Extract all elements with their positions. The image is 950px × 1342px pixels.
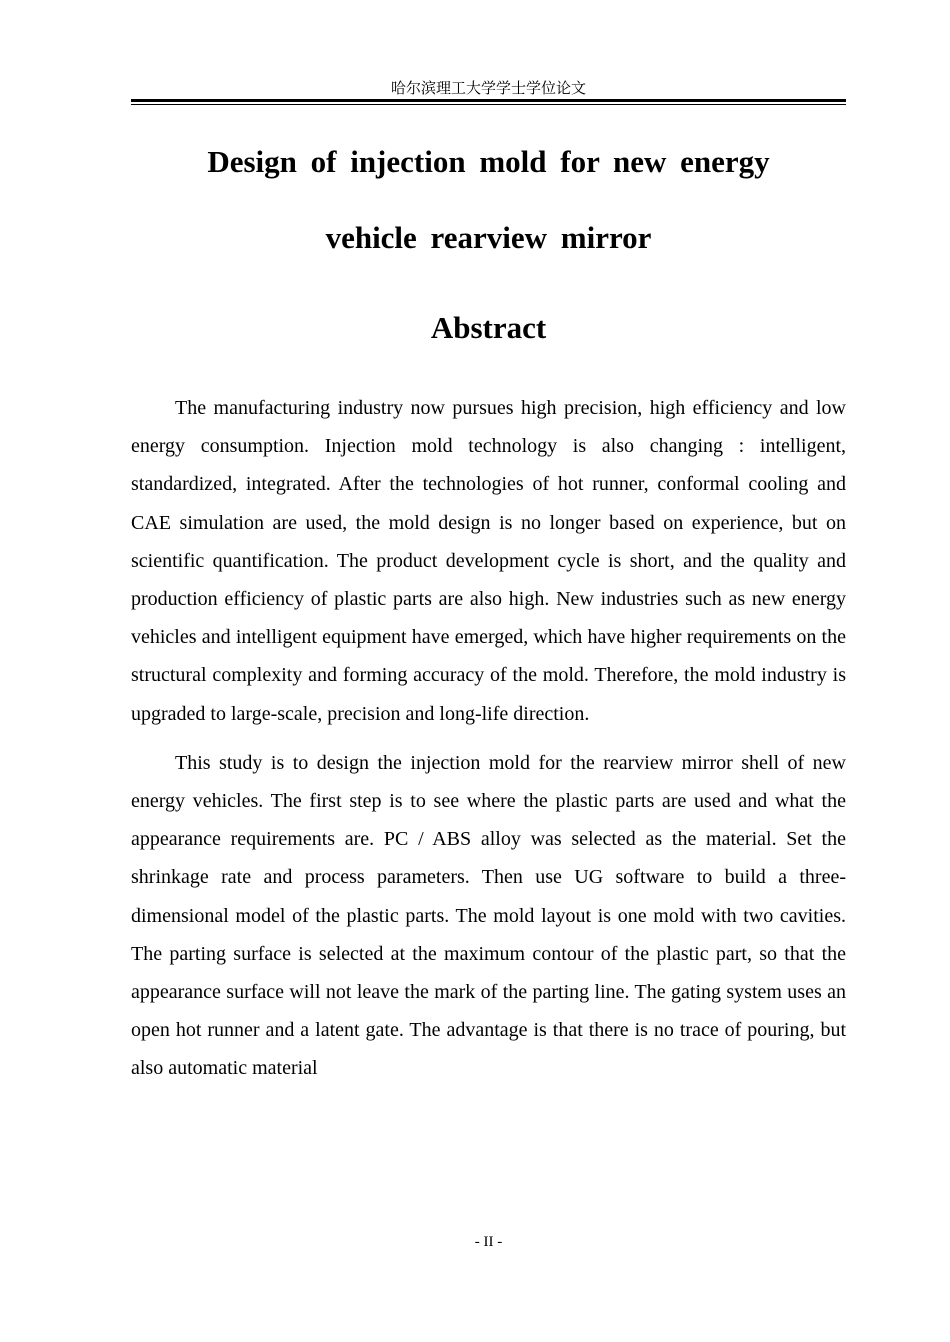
page-number: - II - — [474, 1234, 503, 1250]
header-rule-thin — [131, 104, 846, 105]
header-rule-thick — [131, 99, 846, 102]
title-line-2: vehicle rearview mirror — [325, 220, 652, 255]
abstract-paragraph-1: The manufacturing industry now pursues high precision, high efficiency and low energy consumption. Injection mold technology is also changing : intelligent, standardized, integrated. After the technologies of hot runner, conformal cooling and CAE simulation are used, the mold design is no longer based on experience, but on scientific quantification. The product development cycle is short, and the quality and production efficiency of plastic parts are also high. New industries such as new energy vehicles and intelligent equipment have emerged, which have higher requirements on the structural complexity and forming accuracy of the mold. Therefore, the mold industry is upgraded to large-scale, precision and long-life direction. — [131, 397, 846, 725]
title-line-1: Design of injection mold for new energy — [207, 144, 770, 179]
paper-title — [131, 124, 846, 276]
abstract-paragraph-2: This study is to design the injection mold for the rearview mirror shell of new energy vehicles. The first step is to see where the plastic parts are used and what the appearance requirements are. PC / ABS alloy was selected as the material. Set the shrinkage rate and process parameters. Then use UG software to build a three-dimensional model of the plastic parts. The mold layout is one mold with two cavities. The parting surface is selected at the maximum contour of the plastic part, so that the appearance surface will not leave the mark of the parting line. The gating system uses an open hot runner and a latent gate. The advantage is that there is no trace of pouring, but also automatic material — [131, 751, 846, 1080]
abstract-heading: Abstract — [430, 310, 547, 345]
abstract-body — [131, 389, 846, 1099]
running-header: 哈尔滨理工大学学士学位论文 — [390, 79, 586, 97]
